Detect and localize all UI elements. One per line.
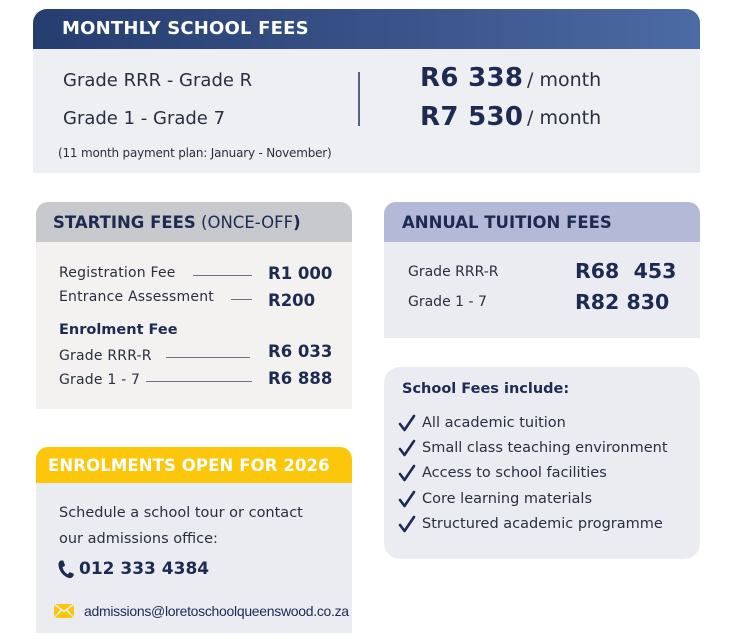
include-item-text: Core learning materials [422, 491, 593, 507]
monthly-unit: / month [527, 107, 602, 129]
checkmark-icon [398, 439, 416, 457]
include-item-text: Access to school facilities [422, 465, 607, 481]
checkmark-icon [398, 490, 416, 508]
enrolments-card [36, 447, 352, 633]
starting-fees-title-qualifier: (ONCE-OFF [195, 213, 294, 232]
include-item [398, 490, 592, 508]
annual-amount: R82 830 [575, 290, 670, 314]
entrance-assessment-amount: R200 [268, 291, 316, 310]
enrolment-grade-label: Grade RRR-R [59, 348, 152, 364]
checkmark-icon [398, 414, 416, 432]
enrolment-fee-amount: R6 033 [268, 342, 333, 361]
entrance-assessment-label: Entrance Assessment [59, 289, 214, 305]
leader-line [146, 381, 252, 382]
annual-grade-label: Grade 1 - 7 [408, 294, 487, 310]
annual-tuition-card [384, 202, 700, 338]
annual-amount: R68 453 [575, 259, 677, 283]
leader-line [193, 275, 252, 276]
phone-contact[interactable] [57, 559, 209, 579]
starting-fees-title-bold: STARTING FEES [53, 213, 196, 232]
monthly-grade-label: Grade 1 - Grade 7 [63, 108, 226, 129]
enrolment-fee-amount: R6 888 [268, 369, 333, 388]
include-item-text: Small class teaching environment [422, 440, 668, 456]
monthly-fees-title: MONTHLY SCHOOL FEES [33, 9, 700, 49]
fees-include-title: School Fees include: [402, 381, 570, 397]
enrolment-grade-label: Grade 1 - 7 [59, 372, 141, 388]
phone-icon [57, 559, 75, 579]
leader-line [231, 299, 252, 300]
annual-tuition-title: ANNUAL TUITION FEES [384, 202, 700, 242]
enrolments-text: our admissions office: [59, 531, 218, 547]
email-address: admissions@loretoschoolqueenswood.co.za [84, 603, 349, 619]
include-item [398, 515, 663, 533]
leader-line [166, 357, 250, 358]
include-item [398, 464, 607, 482]
envelope-icon [54, 604, 74, 618]
monthly-fees-card [33, 9, 700, 173]
registration-fee-label: Registration Fee [59, 265, 176, 281]
registration-fee-amount: R1 000 [268, 264, 333, 283]
include-item-text: Structured academic programme [422, 516, 663, 532]
include-item [398, 439, 668, 457]
enrolments-title: ENROLMENTS OPEN FOR 2026 [36, 447, 352, 483]
annual-grade-label: Grade RRR-R [408, 264, 499, 280]
starting-fees-card [36, 202, 352, 409]
checkmark-icon [398, 464, 416, 482]
fees-include-card [384, 367, 700, 559]
include-item [398, 414, 566, 432]
starting-fees-title [36, 202, 352, 242]
email-contact[interactable] [54, 603, 349, 619]
starting-fees-title-close: ) [293, 213, 301, 232]
monthly-unit: / month [527, 69, 602, 91]
include-item-text: All academic tuition [422, 415, 566, 431]
checkmark-icon [398, 515, 416, 533]
monthly-amount: R6 338 [420, 63, 524, 93]
enrolments-text: Schedule a school tour or contact [59, 505, 303, 521]
monthly-amount: R7 530 [420, 102, 524, 132]
monthly-grade-label: Grade RRR - Grade R [63, 70, 253, 91]
enrolment-fee-heading: Enrolment Fee [59, 322, 178, 338]
payment-plan-note: (11 month payment plan: January - November) [58, 146, 332, 160]
phone-number: 012 333 4384 [79, 559, 210, 579]
vertical-divider [358, 72, 360, 126]
